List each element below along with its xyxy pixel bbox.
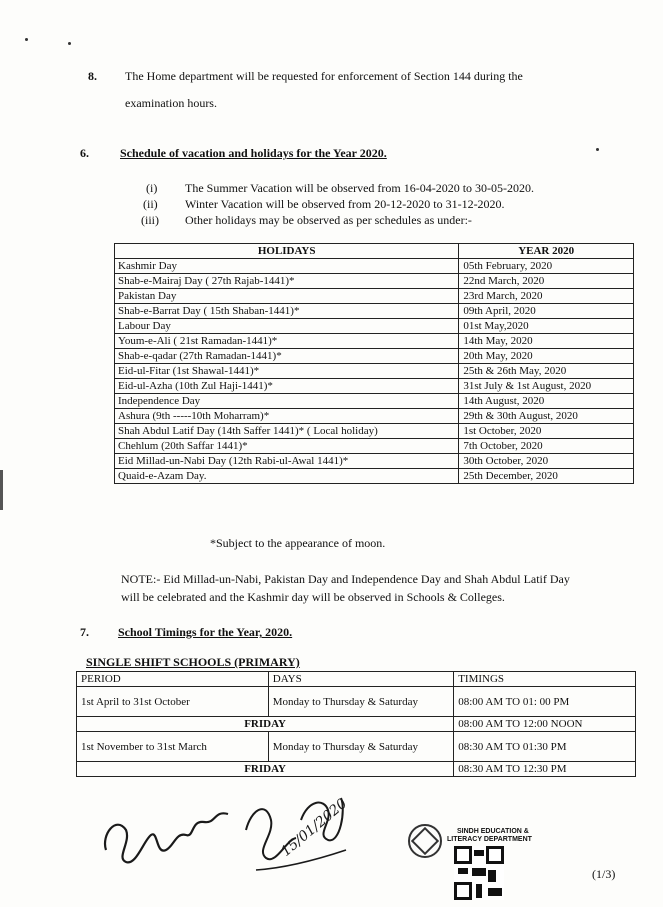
column-header-period: PERIOD — [77, 672, 269, 687]
holiday-name: Eid Millad-un-Nabi Day (12th Rabi-ul-Awal 1441)* — [115, 454, 459, 469]
holiday-date: 1st October, 2020 — [459, 424, 634, 439]
table-row — [115, 349, 634, 364]
table-row — [115, 379, 634, 394]
department-name-line1: SINDH EDUCATION & — [457, 828, 529, 835]
table-header-row — [77, 672, 636, 687]
section6-heading: Schedule of vacation and holidays for the Year 2020. — [120, 146, 387, 160]
column-header-holidays: HOLIDAYS — [115, 244, 459, 259]
table-row — [77, 732, 636, 762]
point-text: Winter Vacation will be observed from 20-12-2020 to 31-12-2020. — [185, 197, 505, 211]
section7-subheading: SINGLE SHIFT SCHOOLS (PRIMARY) — [86, 655, 300, 669]
timing-cell: 08:00 AM TO 12:00 NOON — [454, 717, 636, 732]
holiday-name: Shah Abdul Latif Day (14th Saffer 1441)* ( Local holiday) — [115, 424, 459, 439]
table-row — [77, 687, 636, 717]
table-row — [115, 289, 634, 304]
department-name — [447, 828, 532, 844]
holiday-date: 7th October, 2020 — [459, 439, 634, 454]
holiday-name: Chehlum (20th Saffar 1441)* — [115, 439, 459, 454]
note-line2: will be celebrated and the Kashmir day will be observed in Schools & Colleges. — [121, 590, 505, 604]
holiday-date: 25th December, 2020 — [459, 469, 634, 484]
holiday-name: Quaid-e-Azam Day. — [115, 469, 459, 484]
holiday-date: 05th February, 2020 — [459, 259, 634, 274]
holiday-date: 09th April, 2020 — [459, 304, 634, 319]
timing-cell: 08:30 AM TO 01:30 PM — [454, 732, 636, 762]
table-row — [77, 717, 636, 732]
item8-text-line2: examination hours. — [125, 96, 217, 110]
item8-text-line1: The Home department will be requested for enforcement of Section 144 during the — [125, 69, 523, 83]
holiday-date: 14th August, 2020 — [459, 394, 634, 409]
holiday-name: Kashmir Day — [115, 259, 459, 274]
table-row — [115, 319, 634, 334]
school-timings-table — [76, 671, 636, 777]
holiday-date: 14th May, 2020 — [459, 334, 634, 349]
point-text: The Summer Vacation will be observed from 16-04-2020 to 30-05-2020. — [185, 181, 535, 195]
table-row — [115, 409, 634, 424]
point-marker: (i) — [146, 181, 158, 195]
table-row — [115, 304, 634, 319]
table-row — [115, 274, 634, 289]
column-header-days: DAYS — [268, 672, 453, 687]
holiday-date: 01st May,2020 — [459, 319, 634, 334]
table-header-row — [115, 244, 634, 259]
holiday-date: 29th & 30th August, 2020 — [459, 409, 634, 424]
footnote: *Subject to the appearance of moon. — [210, 536, 386, 550]
timing-cell: 08:30 AM TO 12:30 PM — [454, 762, 636, 777]
scan-edge-mark — [0, 470, 3, 510]
holiday-date: 30th October, 2020 — [459, 454, 634, 469]
item8-number: 8. — [88, 69, 97, 83]
holiday-name: Shab-e-Mairaj Day ( 27th Rajab-1441)* — [115, 274, 459, 289]
period-cell: 1st April to 31st October — [77, 687, 269, 717]
friday-label: FRIDAY — [77, 717, 454, 732]
signature-date: 15/01/2020 — [278, 795, 351, 860]
holiday-name: Eid-ul-Fitar (1st Shawal-1441)* — [115, 364, 459, 379]
holiday-name: Pakistan Day — [115, 289, 459, 304]
days-cell: Monday to Thursday & Saturday — [268, 687, 453, 717]
point-marker: (ii) — [143, 197, 158, 211]
holiday-date: 20th May, 2020 — [459, 349, 634, 364]
scan-speck — [25, 38, 28, 41]
section6-number: 6. — [80, 146, 89, 160]
friday-label: FRIDAY — [77, 762, 454, 777]
qr-code-icon — [454, 846, 504, 900]
holiday-date: 31st July & 1st August, 2020 — [459, 379, 634, 394]
holiday-name: Shab-e-Barrat Day ( 15th Shaban-1441)* — [115, 304, 459, 319]
point-marker: (iii) — [141, 213, 159, 227]
holiday-date: 22nd March, 2020 — [459, 274, 634, 289]
column-header-timings: TIMINGS — [454, 672, 636, 687]
holiday-name: Ashura (9th -----10th Moharram)* — [115, 409, 459, 424]
scan-speck — [596, 148, 599, 151]
column-header-year: YEAR 2020 — [459, 244, 634, 259]
holiday-date: 23rd March, 2020 — [459, 289, 634, 304]
holidays-table — [114, 243, 634, 484]
section7-number: 7. — [80, 625, 89, 639]
holiday-name: Youm-e-Ali ( 21st Ramadan-1441)* — [115, 334, 459, 349]
holiday-name: Independence Day — [115, 394, 459, 409]
holiday-date: 25th & 26th May, 2020 — [459, 364, 634, 379]
table-row — [115, 364, 634, 379]
table-row — [115, 469, 634, 484]
table-row — [115, 259, 634, 274]
section7-heading: School Timings for the Year, 2020. — [118, 625, 293, 639]
note-line1: NOTE:- Eid Millad-un-Nabi, Pakistan Day and Independence Day and Shah Abdul Latif Day — [121, 572, 570, 586]
table-row — [115, 394, 634, 409]
timing-cell: 08:00 AM TO 01: 00 PM — [454, 687, 636, 717]
table-row — [115, 439, 634, 454]
table-row — [115, 454, 634, 469]
table-row — [115, 424, 634, 439]
page-number: (1/3) — [592, 867, 616, 881]
department-name-line2: LITERACY DEPARTMENT — [447, 836, 532, 843]
holiday-name: Labour Day — [115, 319, 459, 334]
table-row — [115, 334, 634, 349]
scan-speck — [68, 42, 71, 45]
point-text: Other holidays may be observed as per schedules as under:- — [185, 213, 472, 227]
holiday-name: Eid-ul-Azha (10th Zul Haji-1441)* — [115, 379, 459, 394]
handwritten-signature — [96, 780, 356, 880]
table-row — [77, 762, 636, 777]
days-cell: Monday to Thursday & Saturday — [268, 732, 453, 762]
period-cell: 1st November to 31st March — [77, 732, 269, 762]
holiday-name: Shab-e-qadar (27th Ramadan-1441)* — [115, 349, 459, 364]
